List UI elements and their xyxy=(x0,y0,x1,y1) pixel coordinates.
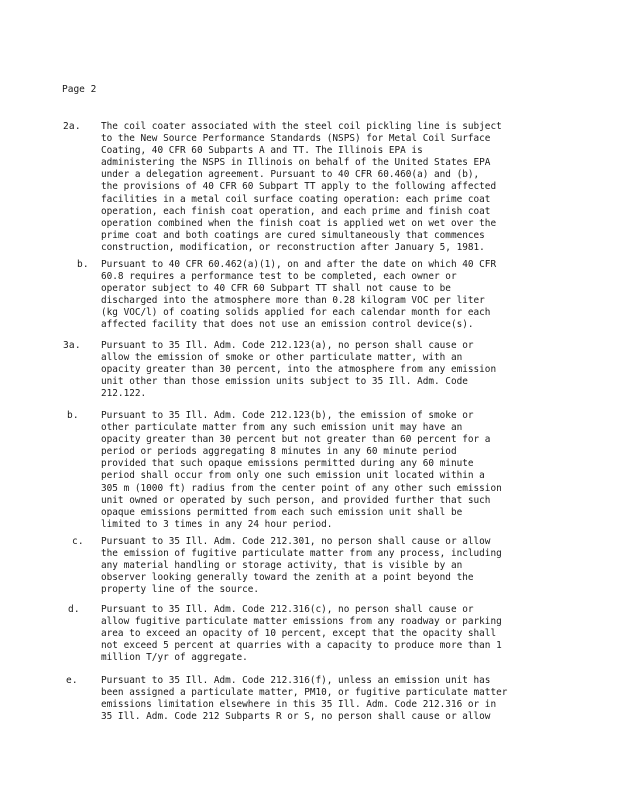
text-line: construction, modification, or reconstruction after January 5, 1981. xyxy=(101,241,485,253)
text-line: provided that such opaque emissions permitted during any 60 minute xyxy=(101,458,474,470)
paragraph-body xyxy=(101,259,541,332)
text-line: other particulate matter from any such emission unit may have an xyxy=(101,422,463,434)
text-line: period or periods aggregating 8 minutes in any 60 minute period xyxy=(101,446,457,458)
text-line: unit other than those emission units subject to 35 Ill. Adm. Code xyxy=(101,376,468,388)
text-line: been assigned a particulate matter, PM10, or fugitive particulate matter xyxy=(101,687,508,699)
text-line: unit owned or operated by such person, and provided further that such xyxy=(101,494,491,506)
text-line: 35 Ill. Adm. Code 212 Subparts R or S, no person shall cause or allow xyxy=(101,711,491,723)
text-line: the provisions of 40 CFR 60 Subpart TT apply to the following affected xyxy=(101,181,497,193)
text-line: emissions limitation elsewhere in this 35 Ill. Adm. Code 212.316 or in xyxy=(101,699,497,711)
text-line: Pursuant to 35 Ill. Adm. Code 212.123(a), no person shall cause or xyxy=(101,340,474,351)
text-line: allow fugitive particulate matter emissions from any roadway or parking xyxy=(101,616,502,628)
text-line: to the New Source Performance Standards (NSPS) for Metal Coil Surface xyxy=(101,133,491,145)
paragraph-body xyxy=(101,121,541,254)
text-line: opaque emissions permitted from each such emission unit shall be xyxy=(101,506,463,518)
text-line: 212.122. xyxy=(101,388,147,400)
text-line: Pursuant to 40 CFR 60.462(a)(1), on and after the date on which 40 CFR xyxy=(101,259,497,270)
text-line: allow the emission of smoke or other particulate matter, with an xyxy=(101,352,463,364)
text-line: any material handling or storage activity, that is visible by an xyxy=(101,560,463,572)
text-line: Pursuant to 35 Ill. Adm. Code 212.123(b), the emission of smoke or xyxy=(101,410,474,421)
paragraph-body xyxy=(101,340,541,400)
paragraph-body xyxy=(101,604,541,664)
text-line: period shall occur from only one such emission unit located within a xyxy=(101,470,485,482)
text-line: operator subject to 40 CFR 60 Subpart TT shall not cause to be xyxy=(101,283,451,295)
text-line: Pursuant to 35 Ill. Adm. Code 212.316(c), no person shall cause or xyxy=(101,604,474,615)
paragraph-number: 3a. xyxy=(63,340,81,351)
text-line: 305 m (1000 ft) radius from the center point of any other such emission xyxy=(101,482,502,494)
paragraph-number: b. xyxy=(67,410,79,421)
text-line: opacity greater than 30 percent, into the atmosphere from any emission xyxy=(101,364,497,376)
text-line: million T/yr of aggregate. xyxy=(101,652,248,664)
text-line: affected facility that does not use an emission control device(s). xyxy=(101,319,474,331)
text-line: Pursuant to 35 Ill. Adm. Code 212.301, no person shall cause or allow xyxy=(101,536,491,547)
paragraph-number: 2a. xyxy=(63,121,81,132)
text-line: not exceed 5 percent at quarries with a capacity to produce more than 1 xyxy=(101,640,502,652)
text-line: Pursuant to 35 Ill. Adm. Code 212.316(f), unless an emission unit has xyxy=(101,675,491,686)
text-line: facilities in a metal coil surface coating operation: each prime coat xyxy=(101,193,491,205)
text-line: limited to 3 times in any 24 hour period. xyxy=(101,518,333,530)
paragraph-body xyxy=(101,675,541,723)
text-line: observer looking generally toward the zenith at a point beyond the xyxy=(101,572,474,584)
paragraph-number: e. xyxy=(66,675,78,686)
text-line: administering the NSPS in Illinois on behalf of the United States EPA xyxy=(101,157,491,169)
paragraph-body xyxy=(101,410,541,531)
text-line: area to exceed an opacity of 10 percent, except that the opacity shall xyxy=(101,628,497,640)
text-line: Coating, 40 CFR 60 Subparts A and TT. The Illinois EPA is xyxy=(101,145,423,157)
paragraph-body xyxy=(101,536,541,596)
text-line: The coil coater associated with the steel coil pickling line is subject xyxy=(101,121,502,132)
text-line: 60.8 requires a performance test to be completed, each owner or xyxy=(101,271,457,283)
paragraph-number: c. xyxy=(72,536,84,547)
paragraph-number: d. xyxy=(68,604,80,615)
text-line: opacity greater than 30 percent but not greater than 60 percent for a xyxy=(101,434,491,446)
page-label: Page 2 xyxy=(62,84,97,95)
text-line: property line of the source. xyxy=(101,584,260,596)
paragraph-number: b. xyxy=(77,259,89,270)
text-line: the emission of fugitive particulate matter from any process, including xyxy=(101,548,502,560)
text-line: operation combined when the finish coat is applied wet on wet over the xyxy=(101,217,497,229)
text-line: operation, each finish coat operation, and each prime and finish coat xyxy=(101,205,491,217)
text-line: prime coat and both coatings are cured simultaneously that commences xyxy=(101,229,485,241)
text-line: discharged into the atmosphere more than 0.28 kilogram VOC per liter xyxy=(101,295,485,307)
text-line: (kg VOC/l) of coating solids applied for each calendar month for each xyxy=(101,307,491,319)
text-line: under a delegation agreement. Pursuant to 40 CFR 60.460(a) and (b), xyxy=(101,169,480,181)
